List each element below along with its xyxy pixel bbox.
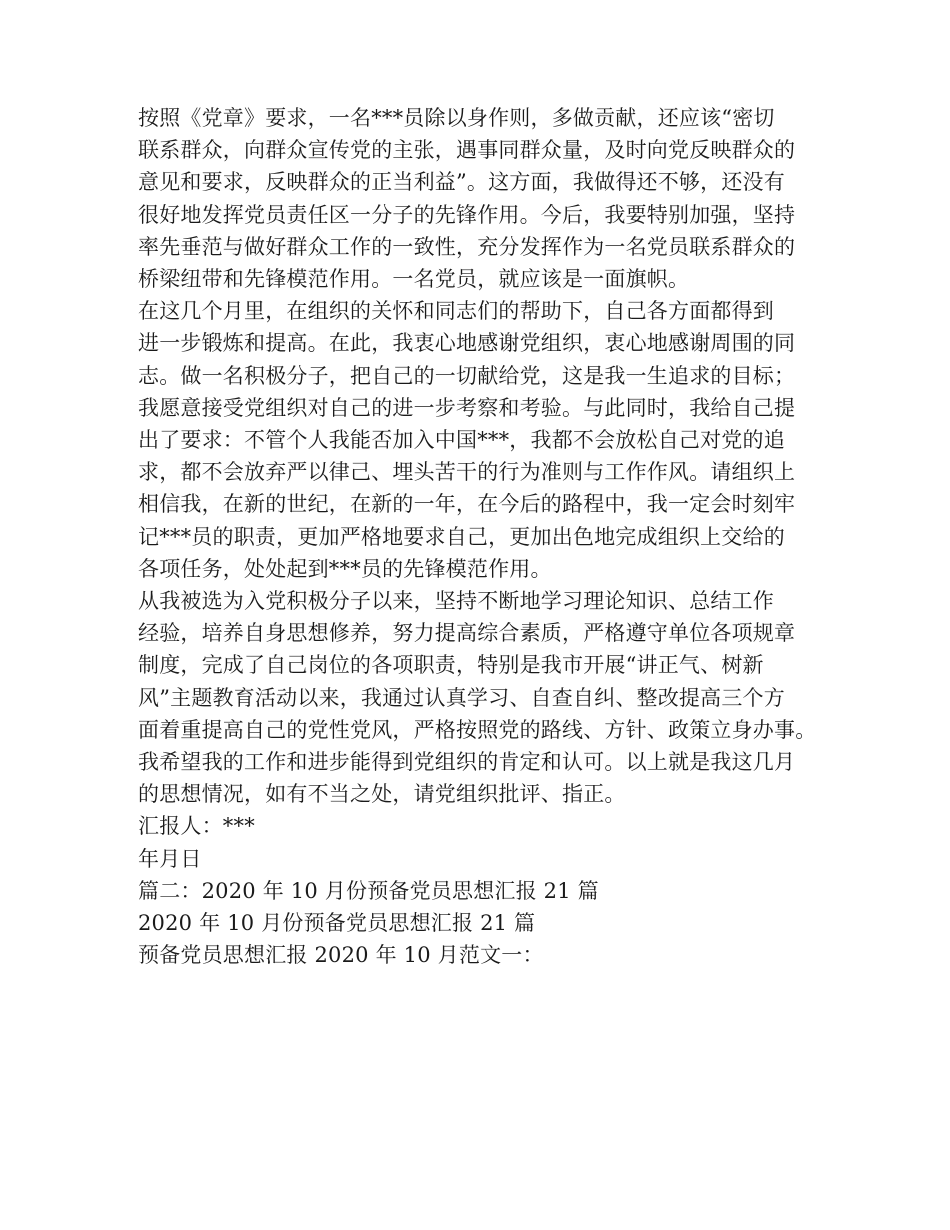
reporter-signature: 汇报人：*** (138, 814, 255, 839)
text-line: 志。做一名积极分子，把自己的一切献给党，这是我一生追求的目标； (138, 363, 796, 388)
section-heading: 篇二：2020 年 10 月份预备党员思想汇报 21 篇 (138, 878, 599, 903)
text-line: 意见和要求，反映群众的正当利益”。这方面，我做得还不够，还没有 (138, 170, 785, 195)
text-line: 很好地发挥党员责任区一分子的先锋作用。今后，我要特别加强，坚持 (138, 202, 796, 227)
text-line: 各项任务，处处起到***员的先锋模范作用。 (138, 556, 552, 581)
text-line: 面着重提高自己的党性党风，严格按照党的路线、方针、政策立身办事。 (138, 717, 817, 742)
text-line: 从我被选为入党积极分子以来，坚持不断地学习理论知识、总结工作 (138, 589, 774, 614)
text-line: 进一步锻炼和提高。在此，我衷心地感谢党组织，衷心地感谢周围的同 (138, 331, 796, 356)
paragraph-study-summary (138, 585, 838, 810)
text-line: 出了要求：不管个人我能否加入中国***，我都不会放松自己对党的追 (138, 428, 785, 453)
text-line: 相信我，在新的世纪，在新的一年，在今后的路程中，我一定会时刻牢 (138, 492, 796, 517)
text-line: 在这几个月里，在组织的关怀和同志们的帮助下，自己各方面都得到 (138, 299, 774, 324)
sample-heading: 预备党员思想汇报 2020 年 10 月范文一： (138, 943, 544, 968)
paragraph-party-constitution (138, 102, 838, 295)
text-line: 我希望我的工作和进步能得到党组织的肯定和认可。以上就是我这几月 (138, 750, 796, 775)
text-line: 制度，完成了自己岗位的各项职责，特别是我市开展“讲正气、树新 (138, 653, 764, 678)
report-date: 年月日 (138, 846, 202, 871)
text-line: 的思想情况，如有不当之处，请党组织批评、指正。 (138, 782, 626, 807)
paragraph-gratitude (138, 295, 838, 585)
text-line: 联系群众，向群众宣传党的主张，遇事同群众量，及时向党反映群众的 (138, 138, 796, 163)
text-line: 记***员的职责，更加严格地要求自己，更加出色地完成组织上交给的 (138, 524, 785, 549)
text-line: 桥梁纽带和先锋模范作用。一名党员，就应该是一面旗帜。 (138, 267, 690, 292)
text-line: 按照《党章》要求，一名***员除以身作则，多做贡献，还应该“密切 (138, 106, 775, 130)
text-line: 率先垂范与做好群众工作的一致性，充分发挥作为一名党员联系群众的 (138, 234, 796, 259)
document-body (138, 102, 838, 971)
text-line: 风”主题教育活动以来，我通过认真学习、自查自纠、整改提高三个方 (138, 685, 785, 710)
section-title: 2020 年 10 月份预备党员思想汇报 21 篇 (138, 911, 536, 936)
text-line: 经验，培养自身思想修养，努力提高综合素质，严格遵守单位各项规章 (138, 621, 796, 646)
text-line: 我愿意接受党组织对自己的进一步考察和考验。与此同时，我给自己提 (138, 395, 796, 420)
text-line: 求，都不会放弃严以律己、埋头苦干的行为准则与工作作风。请组织上 (138, 460, 796, 485)
